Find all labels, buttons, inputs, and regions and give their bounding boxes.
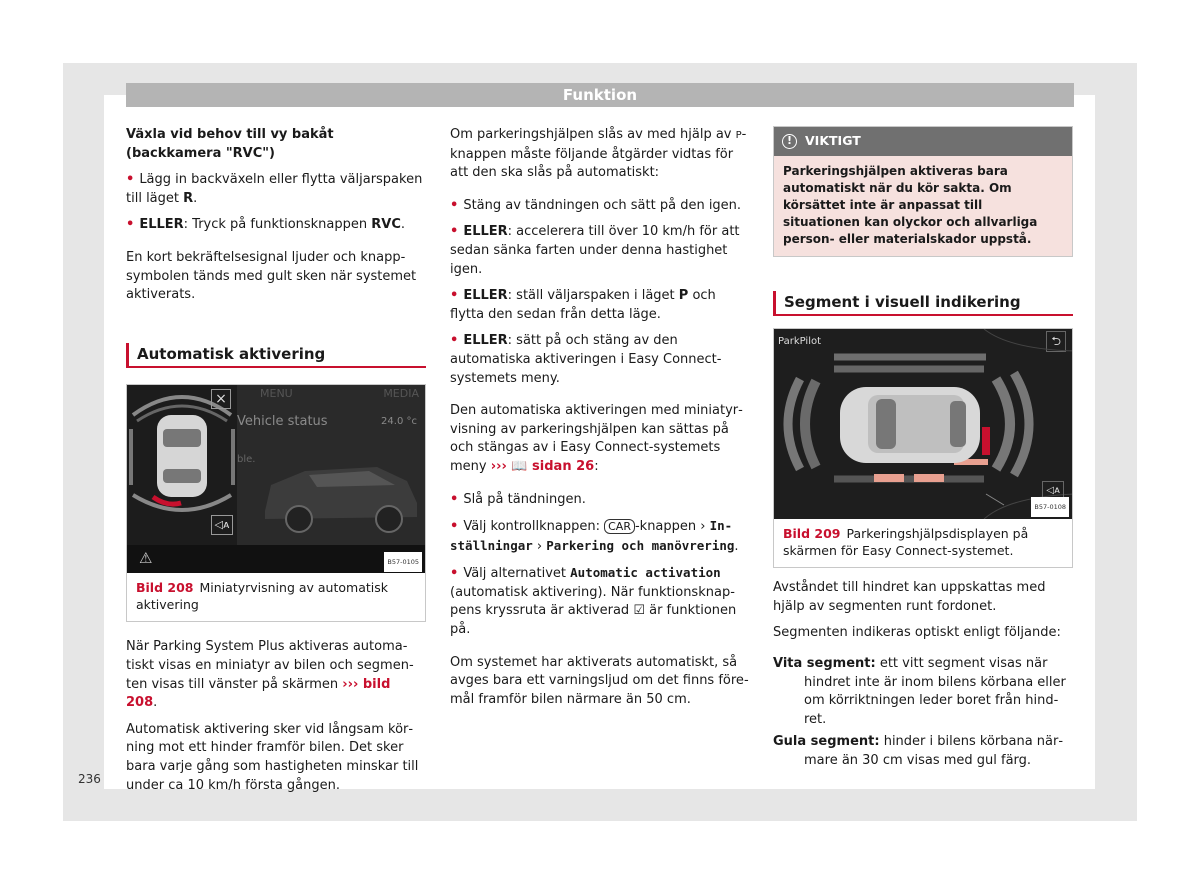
page-title: Funktion bbox=[126, 83, 1074, 107]
ble-text: ble. bbox=[237, 454, 256, 466]
bullet-item: • Välj kontrollknappen: CAR -knappen › Inställningar › Parkering och manövrering. bbox=[450, 517, 750, 556]
book-icon: 📖 bbox=[511, 458, 528, 474]
paragraph: Automatisk aktivering sker vid långsam körning mot ett hinder framför bilen. Det sker bara varje gång som hastigheten minskar till under ca 10 km/h första gången. bbox=[126, 721, 419, 793]
definition-yellow: Gula segment: hinder i bilens körbana närmare än 30 cm visas med gul färg. bbox=[773, 734, 1064, 768]
close-icon[interactable]: × bbox=[211, 389, 231, 409]
warning-box bbox=[773, 126, 1073, 257]
paragraph: När Parking System Plus aktiveras automatiskt visas en miniatyr av bilen och segmenten visas till vänster på skärmen ››› bild 208. bbox=[126, 639, 414, 711]
section-heading-automatic: Automatisk aktivering bbox=[126, 343, 426, 369]
bullet-item: • ELLER: accelerera till över 10 km/h för att sedan sänka farten under denna hastighet igen. bbox=[450, 223, 750, 279]
media-label: MEDIA bbox=[383, 387, 419, 401]
page-link[interactable]: sidan 26 bbox=[527, 458, 595, 474]
figure-209 bbox=[773, 328, 1073, 568]
figure-link[interactable]: ››› bild 208 bbox=[126, 676, 391, 711]
paragraph: Den automatiska aktiveringen med miniatyrvisning av parkeringshjälpen kan sättas på och stängas av i Easy Connect-systemets meny ››› 📖 sidan 26: bbox=[450, 403, 743, 474]
checkbox-icon: ☑ bbox=[633, 603, 645, 619]
paragraph: Om systemet har aktiverats automatiskt, så avges bara ett varningsljud om det finns föremål framför bilen närmare än 50 cm. bbox=[450, 654, 749, 707]
bullet-item: • ELLER: Tryck på funktionsknappen RVC. bbox=[126, 216, 426, 235]
paragraph: Om parkeringshjälpen slås av med hjälp av P-knappen måste följande åtgärder vidtas för att den ska slås på automatiskt: bbox=[450, 127, 747, 181]
speaker-icon[interactable]: ◁ᴀ bbox=[1042, 481, 1064, 502]
figure-208 bbox=[126, 384, 426, 622]
warning-header: ! VIKTIGT bbox=[774, 127, 1072, 156]
suv-image bbox=[257, 441, 425, 537]
column-1 bbox=[126, 126, 426, 803]
page-number: 236 bbox=[78, 772, 101, 786]
column-3 bbox=[773, 126, 1073, 775]
figure-208-screen bbox=[127, 385, 425, 573]
car-button: CAR bbox=[604, 519, 635, 534]
warning-icon: ⚠ bbox=[139, 549, 153, 568]
bullet-item: • Stäng av tändningen och sätt på den igen. bbox=[450, 197, 750, 216]
menu-label: MENU bbox=[260, 387, 293, 401]
bullet-item: • Slå på tändningen. bbox=[450, 491, 750, 510]
subheading-rear-view: Växla vid behov till vy bakåt (backkamera "RVC") bbox=[126, 127, 334, 161]
paragraph: En kort bekräftelsesignal ljuder och knappsymbolen tänds med gult sken när systemet aktiverats. bbox=[126, 249, 417, 303]
parkpilot-title: ParkPilot bbox=[778, 336, 822, 348]
bullet-item: • ELLER: sätt på och stäng av den automatiska aktiveringen i Easy Connect-systemets meny. bbox=[450, 332, 750, 388]
section-heading-segments: Segment i visuell indikering bbox=[773, 291, 1073, 317]
figure-209-screen bbox=[774, 329, 1072, 519]
bullet-item: • ELLER: ställ väljarspaken i läget P och flytta den sedan från detta läge. bbox=[450, 287, 750, 324]
column-2 bbox=[450, 126, 750, 717]
figure-code: B57-0108 bbox=[1031, 497, 1069, 518]
speaker-icon[interactable]: ◁ᴀ bbox=[211, 515, 233, 535]
figure-209-caption: Bild 209 Parkeringshjälpsdisplayen på skärmen för Easy Connect-systemet. bbox=[783, 526, 1029, 559]
definition-white: Vita segment: ett vitt segment visas när hindret inte är inom bilens körbana eller om körriktningen leder boret från hindret. bbox=[773, 655, 1066, 727]
back-icon[interactable]: ⮌ bbox=[1046, 331, 1066, 352]
bullet-item: • Välj alternativet Automatic activation (automatisk aktivering). När funktionsknappens kryssruta är aktiverad ☑ är funktionen på. bbox=[450, 564, 750, 639]
info-icon: ! bbox=[782, 134, 797, 149]
bullet-item: • Lägg in backväxeln eller flytta väljarspaken till läget R. bbox=[126, 171, 426, 208]
vehicle-status-label: Vehicle status bbox=[237, 414, 328, 430]
page-link-arrows[interactable]: ››› bbox=[490, 458, 512, 474]
bottom-bar bbox=[127, 545, 425, 573]
temperature-readout: 24.0 °c bbox=[381, 416, 417, 428]
warning-text: Parkeringshjälpen aktiveras bara automatiskt när du kör sakta. Om körsättet inte är anpassat till situationen kan olyckor och allvarliga person- eller materialskador uppstå. bbox=[783, 163, 1038, 246]
figure-208-caption: Bild 208 Miniatyrvisning av automatisk aktivering bbox=[136, 580, 388, 613]
parking-segments-diagram bbox=[774, 329, 1072, 519]
paragraph: Segmenten indikeras optiskt enligt följande: bbox=[773, 625, 1061, 641]
figure-code: B57-0105 bbox=[384, 552, 422, 573]
paragraph: Avståndet till hindret kan uppskattas med hjälp av segmenten runt fordonet. bbox=[773, 580, 1046, 614]
park-button-icon: P bbox=[735, 130, 742, 141]
